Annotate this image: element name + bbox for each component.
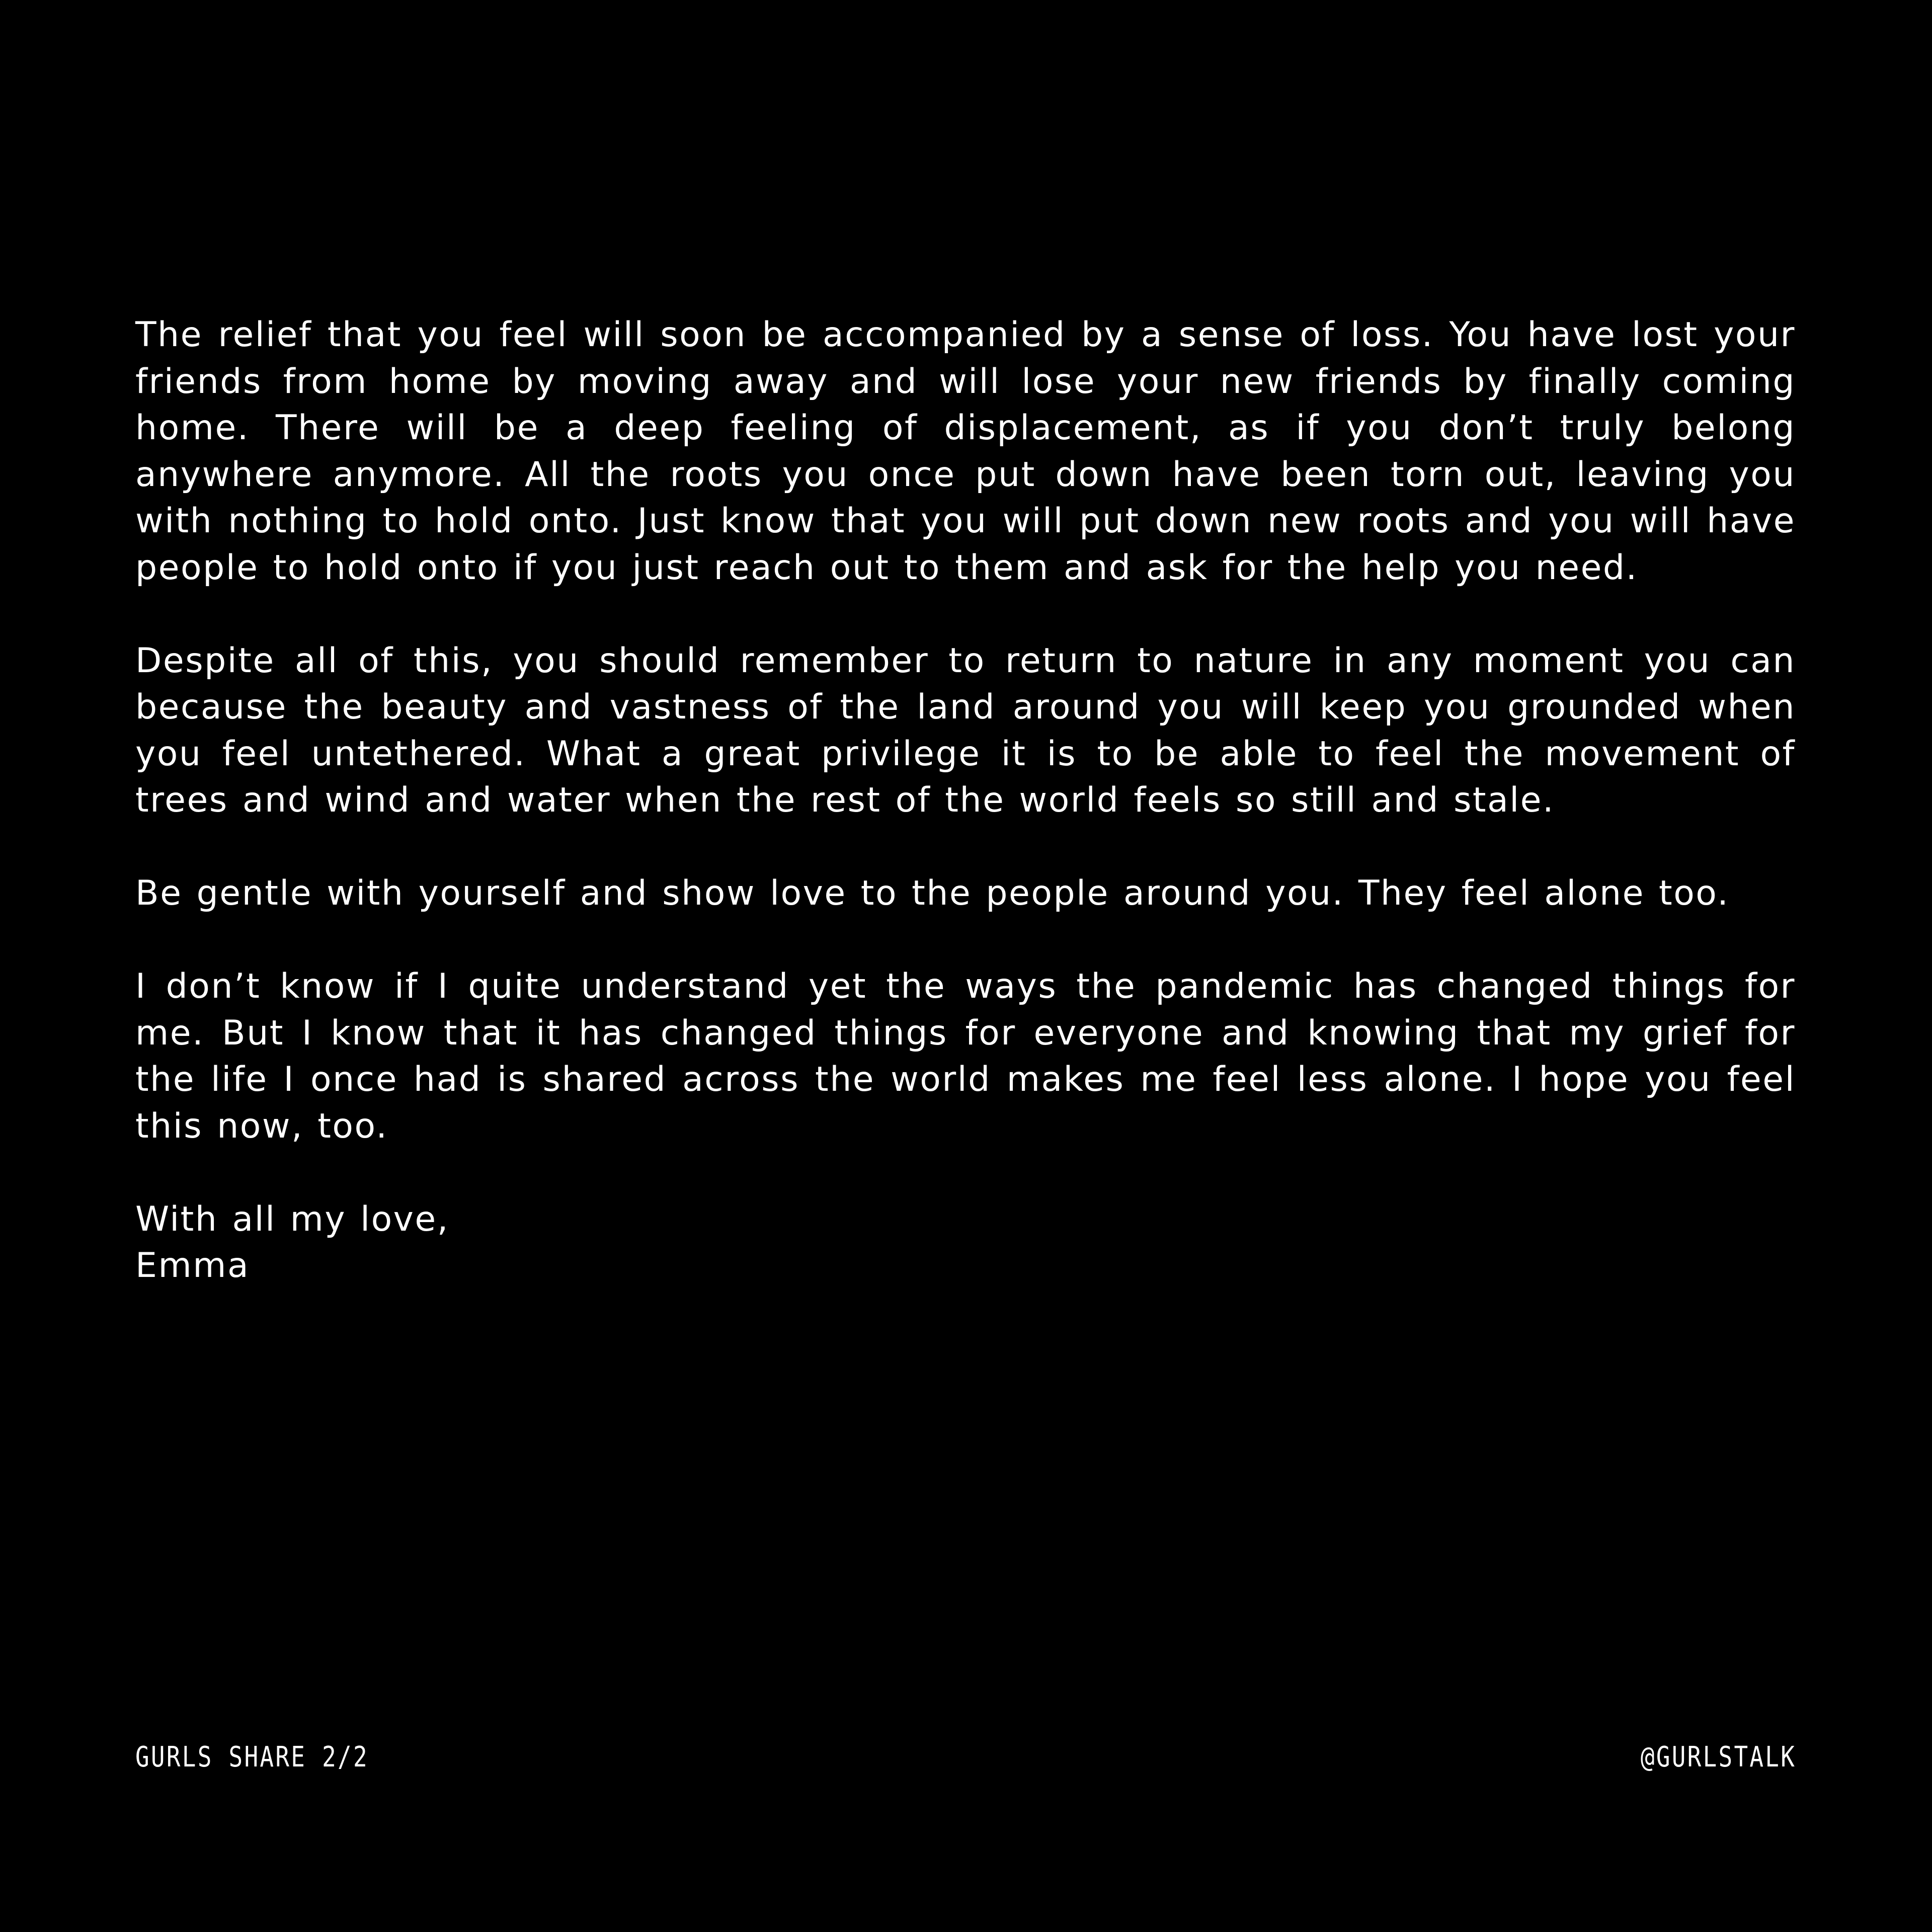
letter-paragraph-3: Be gentle with yourself and show love to the people around you. They feel alone too. xyxy=(135,873,1730,913)
signature-name: Emma xyxy=(135,1246,250,1285)
letter-sign-off xyxy=(135,1196,1796,1290)
letter-paragraph-1: The relief that you feel will soon be accompanied by a sense of loss. You have lost your friends from home by moving away and will lose your new friends by finally coming home. There will be a deep feeling of displacement, as if you don’t truly belong anywhere anymore. All the roots you once put down have been torn out, leaving you with nothing to hold onto. Just know that you will put down new roots and you will have people to hold onto if you just reach out to them and ask for the help you need. xyxy=(135,315,1796,588)
letter-paragraph-4: I don’t know if I quite understand yet the ways the pandemic has changed things for me. But I know that it has changed things for everyone and knowing that my grief for the life I once had is shared across the world makes me feel less alone. I hope you feel this now, too. xyxy=(135,967,1796,1146)
letter-body xyxy=(135,312,1796,1290)
account-handle: @GURLSTALK xyxy=(1640,1741,1796,1774)
letter-paragraph-2: Despite all of this, you should remember to return to nature in any moment you can because the beauty and vastness of the land around you will keep you grounded when you feel untethered. What a great privilege it is to be able to feel the movement of trees and wind and water when the rest of the world feels so still and stale. xyxy=(135,640,1796,820)
closing-line: With all my love, xyxy=(135,1199,449,1239)
series-label: GURLS SHARE 2/2 xyxy=(135,1741,369,1774)
